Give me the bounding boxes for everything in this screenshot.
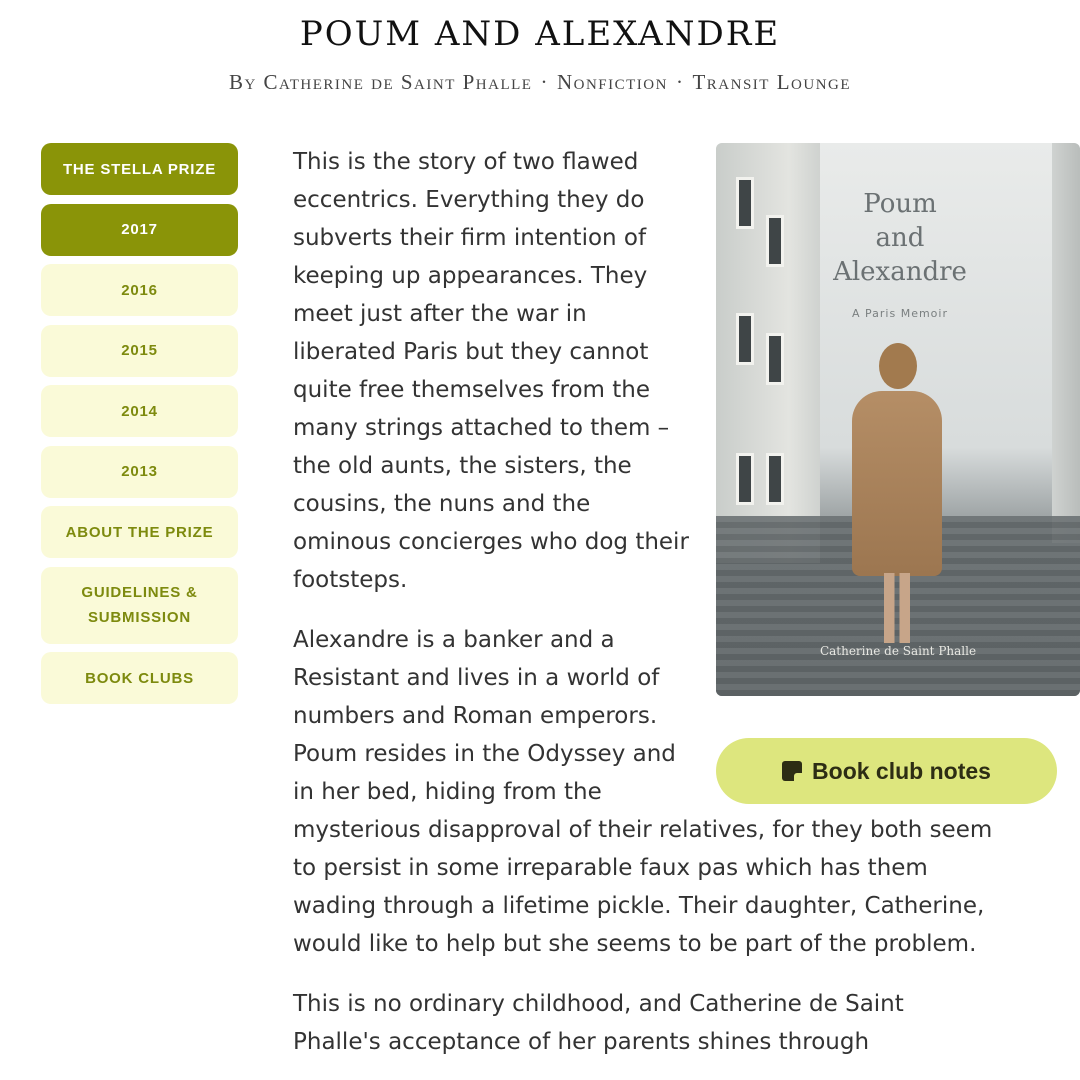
sidebar-item-2017[interactable]: 2017 — [41, 204, 238, 256]
byline-separator: · — [675, 70, 685, 94]
sidebar-item-2016[interactable]: 2016 — [41, 264, 238, 316]
cover-author: Catherine de Saint Phalle — [819, 644, 977, 658]
main-content — [293, 143, 993, 1080]
cover-window — [736, 453, 754, 505]
sidebar-nav — [41, 143, 238, 713]
byline-separator: · — [540, 70, 549, 94]
byline-genre: Nonfiction — [556, 70, 668, 94]
description-paragraph: Alexandre is a banker and a Resistant and lives in a world of numbers and Roman emperors. Poum resides in the Odyssey and in her bed, hiding from the mysterious disapproval of their relatives, for they both seem to persist in some irreparable faux pas which has them wading through a lifetime pickle. Their daughter, Catherine, would like to help but she seems to be part of the problem. — [293, 627, 993, 957]
book-club-notes-button[interactable] — [716, 738, 1057, 804]
sidebar-item-book-clubs[interactable]: BOOK CLUBS — [41, 652, 238, 704]
sidebar-item-stella-prize[interactable]: THE STELLA PRIZE — [41, 143, 238, 195]
note-icon — [782, 761, 802, 781]
cover-figure-head — [879, 343, 917, 389]
book-media — [716, 143, 1080, 804]
cover-title-line: Poum — [863, 189, 937, 219]
book-club-notes-label: Book club notes — [812, 758, 991, 784]
cover-title — [810, 187, 990, 289]
cover-window — [736, 177, 754, 229]
book-cover — [716, 143, 1080, 696]
description-paragraph: This is no ordinary childhood, and Catherine de Saint Phalle's acceptance of her parents shines through — [293, 991, 904, 1055]
description-paragraph: This is the story of two flawed eccentrics. Everything they do subverts their firm intention of keeping up appearances. They meet just after the war in liberated Paris but they cannot quite free themselves from the many strings attached to them – the old aunts, the sisters, the cousins, the nuns and the ominous concierges who dog their footsteps. — [293, 149, 689, 593]
cover-subtitle: A Paris Memoir — [852, 307, 948, 320]
cover-window — [736, 313, 754, 365]
byline — [0, 70, 1080, 95]
cover-building-right — [1052, 143, 1080, 543]
sidebar-item-2015[interactable]: 2015 — [41, 325, 238, 377]
byline-author: By Catherine de Saint Phalle — [228, 70, 533, 94]
cover-window — [766, 453, 784, 505]
sidebar-item-2013[interactable]: 2013 — [41, 446, 238, 498]
sidebar-item-guidelines[interactable]: GUIDELINES & SUBMISSION — [41, 567, 238, 644]
cover-figure-coat — [852, 391, 942, 576]
cover-window — [766, 215, 784, 267]
page-title: POUM AND ALEXANDRE — [299, 14, 781, 54]
cover-title-line: and — [875, 223, 925, 253]
sidebar-item-about-prize[interactable]: ABOUT THE PRIZE — [41, 506, 238, 558]
cover-window — [766, 333, 784, 385]
byline-publisher: Transit Lounge — [692, 70, 852, 94]
cover-title-line: Alexandre — [833, 257, 967, 287]
sidebar-item-2014[interactable]: 2014 — [41, 385, 238, 437]
